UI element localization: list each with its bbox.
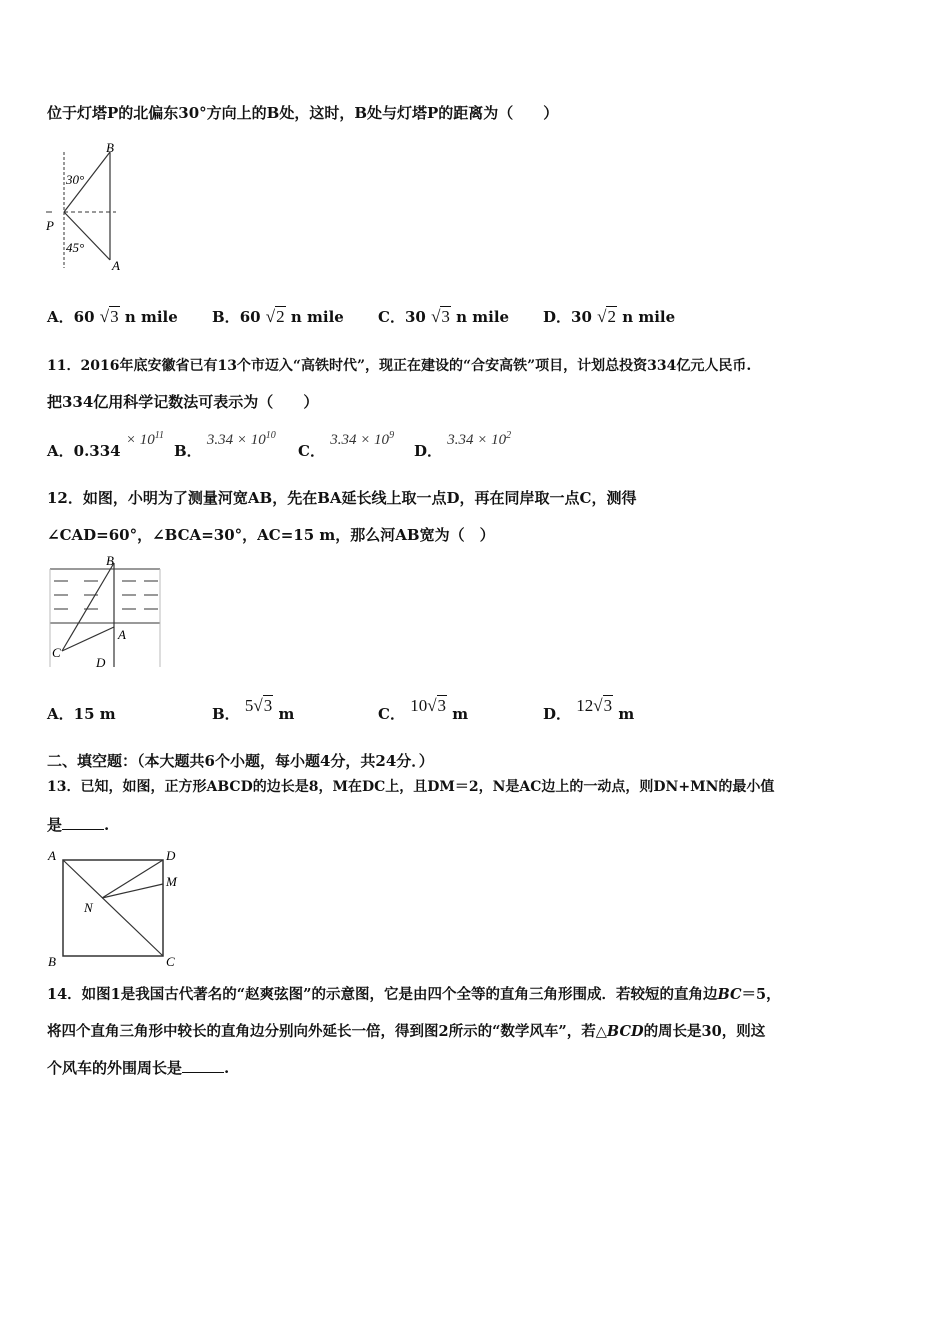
q11-option-c-letter: C． <box>298 442 325 460</box>
q12-label-b: B <box>106 555 114 568</box>
q11-option-a-expr: × 10 <box>125 432 155 448</box>
q10-option-c-sqrt: √3 <box>431 307 450 326</box>
q10-lighthouse-figure <box>44 140 130 275</box>
q13-label-c: C <box>166 954 175 969</box>
q11-option-a <box>47 430 164 461</box>
q10-option-a-coef: 60 <box>73 308 95 326</box>
q11-option-b-exp: 10 <box>265 430 276 441</box>
q12-option-c-coef: 10 <box>410 696 428 715</box>
q12-option-d: D． 12√3 m <box>543 696 635 723</box>
q10-stem-tail: 位于灯塔P的北偏东30°方向上的B处，这时，B处与灯塔P的距离为（ ） <box>47 104 559 122</box>
q11-option-d-letter: D． <box>414 442 443 460</box>
q11-option-c-exp: 9 <box>389 430 395 441</box>
q13-line2-prefix: 是 <box>47 816 63 834</box>
q14-line3-prefix: 个风车的外围周长是 <box>47 1059 183 1077</box>
q10-option-d-coef: 30 <box>571 308 592 326</box>
q10-option-d-sqrt: √2 <box>597 307 616 326</box>
q12-line2: ∠CAD=60°，∠BCA=30°，AC=15 m，那么河AB宽为（ ） <box>47 526 495 544</box>
q14-line2b: BCD <box>606 1023 644 1040</box>
q11-option-b <box>174 430 276 461</box>
q11-line2: 把334亿用科学记数法可表示为（ ） <box>47 393 319 411</box>
q11-option-a-letter: A． <box>47 442 74 460</box>
q10-option-a-unit: n mile <box>124 308 178 326</box>
q10-option-a <box>47 306 178 327</box>
q13-label-a: A <box>48 848 56 863</box>
q13-label-b: B <box>48 954 56 969</box>
q12-label-a: A <box>118 627 126 642</box>
q13-label-d: D <box>166 848 176 863</box>
q12-option-a-letter: A． <box>47 705 74 723</box>
q12-label-c: C <box>52 645 61 660</box>
q11-option-b-expr: 3.34 × 10 <box>206 432 266 448</box>
q13-line2 <box>47 814 109 835</box>
q10-option-c-unit: n mile <box>456 308 510 326</box>
q12-option-b-letter: B． <box>212 705 240 723</box>
q12-option-d-unit: m <box>618 705 635 723</box>
q10-option-d-unit: n mile <box>622 308 676 326</box>
q13-answer-blank <box>62 817 104 830</box>
q12-option-c-radicand: 3 <box>437 696 447 715</box>
q11-option-d-expr: 3.34 × 10 <box>447 432 507 448</box>
q12-option-d-letter: D． <box>543 705 572 723</box>
q10-option-a-letter: A． <box>47 308 74 326</box>
q12-option-b-unit: m <box>278 705 295 723</box>
q12-option-b-radicand: 3 <box>263 696 273 715</box>
q10-option-b-coef: 60 <box>239 308 261 326</box>
q14-line3-suffix: . <box>224 1059 230 1077</box>
q14-line2a: 将四个直角三角形中较长的直角边分别向外延长一倍，得到图2所示的“数学风车”，若△ <box>47 1023 607 1040</box>
q14-line2c: 的周长是30，则这 <box>643 1023 766 1040</box>
q10-option-c-coef: 30 <box>404 308 426 326</box>
q10-option-c <box>378 306 509 327</box>
q13-label-m: M <box>166 874 177 889</box>
q14-line3 <box>47 1057 229 1078</box>
q10-option-d <box>543 306 675 327</box>
q13-square-figure <box>44 846 190 970</box>
q12-label-d: D <box>96 655 106 670</box>
q11-option-b-letter: B． <box>174 442 202 460</box>
q11-option-a-text: 0.334 <box>73 442 121 460</box>
q10-option-b-unit: n mile <box>290 308 344 326</box>
q12-line1: 12．如图，小明为了测量河宽AB，先在BA延长线上取一点D，再在同岸取一点C，测得 <box>47 489 637 507</box>
q14-answer-blank <box>182 1060 224 1073</box>
q11-option-c <box>298 430 395 461</box>
section2-heading: 二、填空题：（本大题共6个小题，每小题4分，共24分．） <box>47 752 434 770</box>
q10-option-c-letter: C． <box>378 308 405 326</box>
q14-line1a: 14．如图1是我国古代著名的“赵爽弦图”的示意图，它是由四个全等的直角三角形围成．若较短的直角边 <box>47 986 718 1003</box>
q12-option-c-unit: m <box>452 705 469 723</box>
q12-option-a <box>47 703 116 724</box>
q12-option-c: C． 10√3 m <box>378 696 469 723</box>
q12-option-c-letter: C． <box>378 705 405 723</box>
q10-option-b <box>212 306 344 327</box>
q11-option-c-expr: 3.34 × 10 <box>330 432 390 448</box>
q12-river-figure <box>44 555 164 670</box>
q14-line2 <box>47 1020 765 1041</box>
q12-option-a-text: 15 m <box>73 705 116 723</box>
q10-option-d-letter: D． <box>543 308 572 326</box>
q10-option-b-sqrt: √2 <box>265 307 285 326</box>
q10-option-a-sqrt: √3 <box>99 307 119 326</box>
q12-option-b-coef: 5 <box>244 696 254 715</box>
q10-angle-bottom: 45° <box>66 240 85 255</box>
q11-option-d <box>414 430 512 461</box>
q13-line2-suffix: . <box>104 816 110 834</box>
q10-label-p: P <box>46 218 54 233</box>
q10-label-b: B <box>106 140 114 155</box>
q11-option-d-exp: 2 <box>506 430 512 441</box>
q11-line1: 11．2016年底安徽省已有13个市迈入“高铁时代”，现正在建设的“合安高铁”项目，计划总投资334亿元人民币. <box>47 358 752 374</box>
q14-line1c: ＝5， <box>741 986 781 1003</box>
q10-angle-top: 30° <box>66 172 85 187</box>
q10-option-b-letter: B． <box>212 308 240 326</box>
q11-option-a-exp: 11 <box>154 430 164 441</box>
q14-line1b: BC <box>717 986 742 1003</box>
q10-label-a: A <box>112 258 120 273</box>
q12-option-d-coef: 12 <box>576 696 594 715</box>
q14-line1 <box>47 983 781 1004</box>
q12-option-b: B． 5√3 m <box>212 696 295 723</box>
q12-option-d-radicand: 3 <box>603 696 613 715</box>
q13-line1: 13．已知，如图，正方形ABCD的边长是8，M在DC上，且DM＝2，N是AC边上的一动点，则DN+MN的最小值 <box>47 779 775 795</box>
q13-label-n: N <box>84 900 93 915</box>
